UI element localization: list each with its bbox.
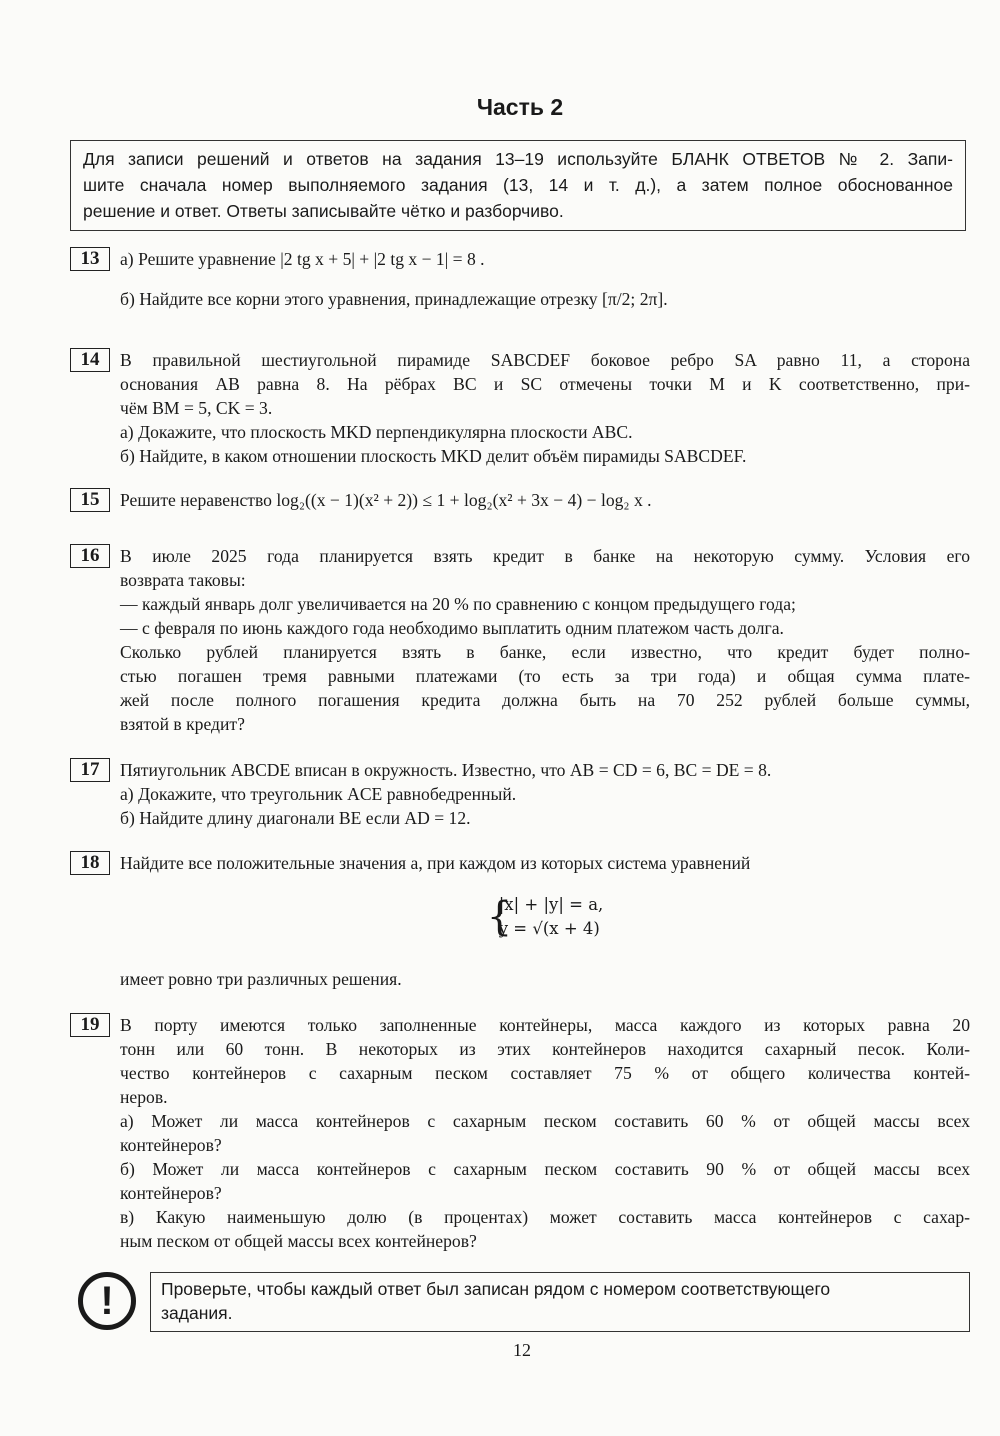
task-text-line: чём BM = 5, CK = 3. — [120, 398, 273, 418]
task-text-line: — каждый январь долг увеличивается на 20 % по сравнению с концом предыдущего года; — [120, 594, 796, 614]
task-text-line: В июле 2025 года планируется взять кредит в банке на некоторую сумму. Условия его — [120, 546, 970, 566]
instructions-line: решение и ответ. Ответы записывайте чётко и разборчиво. — [83, 201, 564, 221]
task-text-line: Пятиугольник ABCDE вписан в окружность. Известно, что AB = CD = 6, BC = DE = 8. — [120, 760, 772, 780]
task-19 — [70, 1013, 970, 1253]
task-text-line: — с февраля по июнь каждого года необходимо выплатить одним платежом часть долга. — [120, 618, 784, 638]
task-text-line: взятой в кредит? — [120, 714, 245, 734]
task-part-a: а) Докажите, что плоскость MKD перпендикулярна плоскости ABC. — [120, 422, 633, 442]
task-text-line: Решите неравенство log₂((x − 1)(x² + 2)) ≤ 1 + log₂(x² + 3x − 4) − log₂ x . — [120, 490, 652, 510]
task-number: 14 — [70, 348, 110, 372]
system-block — [487, 893, 604, 941]
task-number: 16 — [70, 544, 110, 568]
task-text-line: имеет ровно три различных решения. — [120, 969, 402, 989]
task-text-line: стью погашен тремя равными платежами (то есть за три года) и общая сумма плате- — [120, 666, 970, 686]
task-17 — [70, 758, 970, 830]
task-number: 13 — [70, 247, 110, 271]
notice-box — [150, 1272, 970, 1332]
brace-icon: { — [486, 894, 513, 940]
task-part-c: в) Какую наименьшую долю (в процентах) может составить масса контейнеров с сахар- — [120, 1207, 970, 1227]
page-title: Часть 2 — [476, 94, 564, 120]
task-part-b: б) Найдите, в каком отношении плоскость MKD делит объём пирамиды SABCDEF. — [120, 446, 747, 466]
task-text-line: неров. — [120, 1087, 168, 1107]
task-part-b: б) Найдите длину диагонали BE если AD = 12. — [120, 808, 471, 828]
task-15 — [70, 488, 970, 512]
task-part-a: а) Может ли масса контейнеров с сахарным песком составить 60 % от общей массы всех — [120, 1111, 970, 1131]
task-text-line: В порту имеются только заполненные контейнеры, масса каждого из которых равна 20 — [120, 1015, 970, 1035]
task-text-line: чество контейнеров с сахарным песком составляет 75 % от общего количества контей- — [120, 1063, 970, 1083]
exclamation-icon: ! — [78, 1272, 136, 1330]
notice-line: задания. — [161, 1303, 233, 1323]
task-part-a: а) Решите уравнение |2 tg x + 5| + |2 tg x − 1| = 8 . — [120, 249, 485, 269]
task-text-line: В правильной шестиугольной пирамиде SABCDEF боковое ребро SA равно 11, а сторона — [120, 350, 970, 370]
system-equation-1: |x| + |y| = a, — [498, 895, 604, 914]
task-text-line: возврата таковы: — [120, 570, 246, 590]
task-part-b: контейнеров? — [120, 1183, 222, 1203]
task-number: 18 — [70, 851, 110, 875]
task-text-line: Найдите все положительные значения a, при каждом из которых система уравнений — [120, 853, 751, 873]
task-16 — [70, 544, 970, 736]
instructions-line: Для записи решений и ответов на задания 13–19 используйте БЛАНК ОТВЕТОВ № 2. Запи- — [83, 149, 953, 169]
instructions-line: шите сначала номер выполняемого задания (13, 14 и т. д.), а затем полное обоснованное — [83, 175, 953, 195]
task-text-line: Сколько рублей планируется взять в банке, если известно, что кредит будет полно- — [120, 642, 970, 662]
task-part-a: а) Докажите, что треугольник ACE равнобедренный. — [120, 784, 517, 804]
system-equation-2: y = √(x + 4) — [498, 919, 600, 938]
task-13 — [70, 247, 970, 311]
task-number: 17 — [70, 758, 110, 782]
task-part-a: контейнеров? — [120, 1135, 222, 1155]
task-part-c: ным песком от общей массы всех контейнеров? — [120, 1231, 477, 1251]
equation-system — [120, 893, 970, 955]
task-number: 15 — [70, 488, 110, 512]
task-18 — [70, 851, 970, 991]
task-text-line: основания AB равна 8. На рёбрах BC и SC отмечены точки M и K соответственно, при- — [120, 374, 970, 394]
notice-line: Проверьте, чтобы каждый ответ был записан рядом с номером соответствующего — [161, 1279, 831, 1299]
task-text-line: тонн или 60 тонн. В некоторых из этих контейнеров находится сахарный песок. Коли- — [120, 1039, 970, 1059]
task-text-line: жей после полного погашения кредита должна быть на 70 252 рублей больше суммы, — [120, 690, 970, 710]
task-part-b: б) Найдите все корни этого уравнения, принадлежащие отрезку [π/2; 2π]. — [120, 289, 668, 309]
task-number: 19 — [70, 1013, 110, 1037]
page-number: 12 — [513, 1340, 531, 1360]
instructions-box — [70, 140, 966, 231]
task-14 — [70, 348, 970, 468]
task-part-b: б) Может ли масса контейнеров с сахарным песком составить 90 % от общей массы всех — [120, 1159, 970, 1179]
